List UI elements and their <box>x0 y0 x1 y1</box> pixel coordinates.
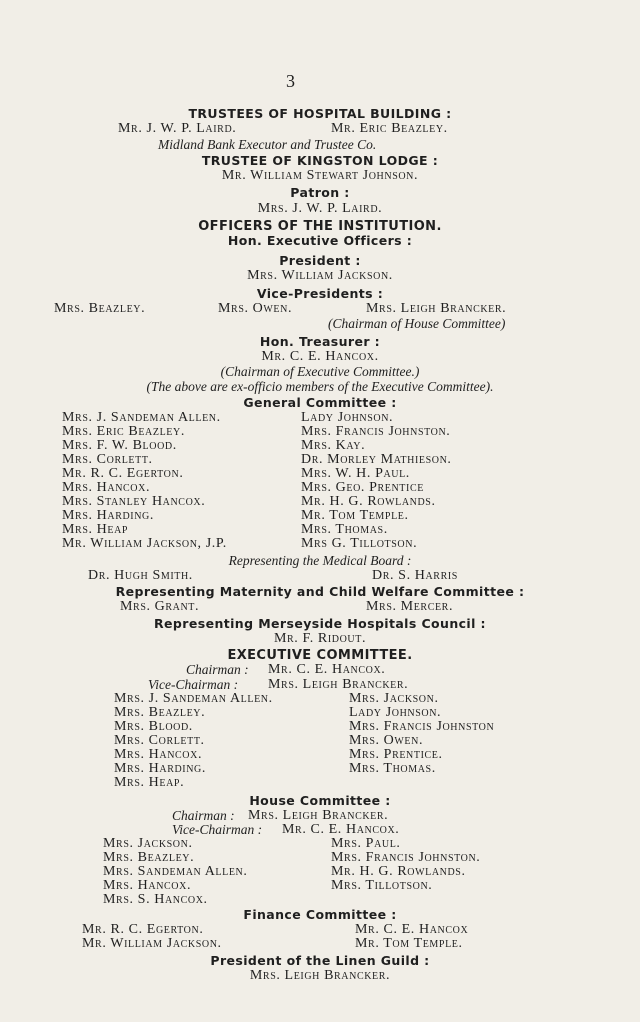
treasurer-name: Mr. C. E. Hancox. <box>261 349 379 364</box>
executive-right-0: Mrs. Jackson. <box>349 691 439 706</box>
executive-left-0: Mrs. J. Sandeman Allen. <box>114 691 273 706</box>
executive-right-4: Mrs. Prentice. <box>349 747 443 762</box>
executive-vice-label: Vice-Chairman : <box>148 677 239 692</box>
general-left-4: Mr. R. C. Egerton. <box>62 466 184 481</box>
house-left-3: Mrs. Hancox. <box>103 878 192 893</box>
house-vice-name: Mr. C. E. Hancox. <box>282 822 400 837</box>
trustees-heading: TRUSTEES OF HOSPITAL BUILDING : <box>188 106 452 121</box>
trustee-laird: Mr. J. W. P. Laird. <box>118 121 237 136</box>
executive-left-4: Mrs. Hancox. <box>114 747 203 762</box>
medical-board-smith: Dr. Hugh Smith. <box>88 568 193 583</box>
executive-right-5: Mrs. Thomas. <box>349 761 436 776</box>
general-left-5: Mrs. Hancox. <box>62 480 151 495</box>
finance-left-1: Mr. William Jackson. <box>82 936 222 951</box>
executive-left-2: Mrs. Blood. <box>114 719 193 734</box>
house-left-2: Mrs. Sandeman Allen. <box>103 864 248 879</box>
president-heading: President : <box>279 253 361 268</box>
vice-presidents-heading: Vice-Presidents : <box>256 286 384 301</box>
general-right-2: Mrs. Kay. <box>301 438 366 453</box>
patron-name: Mrs. J. W. P. Laird. <box>257 201 383 216</box>
trustee-beazley: Mr. Eric Beazley. <box>331 121 448 136</box>
finance-left-0: Mr. R. C. Egerton. <box>82 922 204 937</box>
treasurer-note: (Chairman of Executive Committee.) <box>220 364 420 379</box>
executive-heading: EXECUTIVE COMMITTEE. <box>227 648 413 663</box>
officers-heading: OFFICERS OF THE INSTITUTION. <box>198 219 442 234</box>
finance-right-0: Mr. C. E. Hancox <box>355 922 469 937</box>
executive-right-3: Mrs. Owen. <box>349 733 424 748</box>
house-vice-label: Vice-Chairman : <box>172 822 263 837</box>
linen-guild-heading: President of the Linen Guild : <box>210 953 430 968</box>
house-left-4: Mrs. S. Hancox. <box>103 892 208 907</box>
general-left-3: Mrs. Corlett. <box>62 452 153 467</box>
executive-left-1: Mrs. Beazley. <box>114 705 206 720</box>
house-left-0: Mrs. Jackson. <box>103 836 193 851</box>
executive-right-2: Mrs. Francis Johnston <box>349 719 495 734</box>
general-left-1: Mrs. Eric Beazley. <box>62 424 185 439</box>
finance-right-1: Mr. Tom Temple. <box>355 936 463 951</box>
general-left-6: Mrs. Stanley Hancox. <box>62 494 206 509</box>
vice-president-brancker: Mrs. Leigh Brancker. <box>366 301 507 316</box>
general-right-3: Dr. Morley Mathieson. <box>301 452 452 467</box>
house-right-1: Mrs. Francis Johnston. <box>331 850 481 865</box>
maternity-mercer: Mrs. Mercer. <box>366 599 454 614</box>
house-right-3: Mrs. Tillotson. <box>331 878 433 893</box>
general-left-0: Mrs. J. Sandeman Allen. <box>62 410 221 425</box>
general-left-8: Mrs. Heap <box>62 522 129 537</box>
general-left-2: Mrs. F. W. Blood. <box>62 438 177 453</box>
house-left-1: Mrs. Beazley. <box>103 850 195 865</box>
maternity-heading: Representing Maternity and Child Welfare Committee : <box>115 584 525 599</box>
page-number: 3 <box>286 71 295 91</box>
vice-president-beazley: Mrs. Beazley. <box>54 301 146 316</box>
executive-left-3: Mrs. Corlett. <box>114 733 205 748</box>
medical-board-heading: Representing the Medical Board : <box>228 553 412 568</box>
house-chair-label: Chairman : <box>172 808 235 823</box>
merseyside-heading: Representing Merseyside Hospitals Council : <box>154 616 486 631</box>
linen-guild-name: Mrs. Leigh Brancker. <box>249 968 391 983</box>
general-right-9: Mrs G. Tillotson. <box>301 536 418 551</box>
vice-president-owen: Mrs. Owen. <box>218 301 293 316</box>
general-right-0: Lady Johnson. <box>301 410 394 425</box>
officers-subheading: Hon. Executive Officers : <box>227 233 413 248</box>
trustee-bank: Midland Bank Executor and Trustee Co. <box>158 137 377 152</box>
executive-left-6: Mrs. Heap. <box>114 775 185 790</box>
house-right-0: Mrs. Paul. <box>331 836 401 851</box>
vice-president-note: (Chairman of House Committee) <box>328 316 506 331</box>
general-right-1: Mrs. Francis Johnston. <box>301 424 451 439</box>
executive-vice-name: Mrs. Leigh Brancker. <box>268 677 409 692</box>
general-left-7: Mrs. Harding. <box>62 508 154 523</box>
kingston-name: Mr. William Stewart Johnson. <box>221 168 419 183</box>
president-name: Mrs. William Jackson. <box>247 268 393 283</box>
general-right-4: Mrs. W. H. Paul. <box>301 466 410 481</box>
finance-heading: Finance Committee : <box>243 907 397 922</box>
executive-right-1: Lady Johnson. <box>349 705 442 720</box>
general-right-5: Mrs. Geo. Prentice <box>301 480 424 495</box>
merseyside-name: Mr. F. Ridout. <box>273 631 367 646</box>
executive-chair-name: Mr. C. E. Hancox. <box>268 662 386 677</box>
kingston-heading: TRUSTEE OF KINGSTON LODGE : <box>201 153 439 168</box>
house-chair-name: Mrs. Leigh Brancker. <box>248 808 389 823</box>
patron-heading: Patron : <box>290 185 350 200</box>
executive-left-5: Mrs. Harding. <box>114 761 206 776</box>
executive-chair-label: Chairman : <box>186 662 249 677</box>
maternity-grant: Mrs. Grant. <box>120 599 200 614</box>
general-right-6: Mr. H. G. Rowlands. <box>301 494 436 509</box>
general-committee-heading: General Committee : <box>243 395 397 410</box>
house-heading: House Committee : <box>249 793 391 808</box>
ex-officio-note: (The above are ex-officio members of the Executive Committee). <box>146 379 494 394</box>
general-right-7: Mr. Tom Temple. <box>301 508 409 523</box>
treasurer-heading: Hon. Treasurer : <box>259 334 381 349</box>
house-right-2: Mr. H. G. Rowlands. <box>331 864 466 879</box>
medical-board-harris: Dr. S. Harris <box>372 568 458 583</box>
general-left-9: Mr. William Jackson, J.P. <box>62 536 227 551</box>
general-right-8: Mrs. Thomas. <box>301 522 388 537</box>
